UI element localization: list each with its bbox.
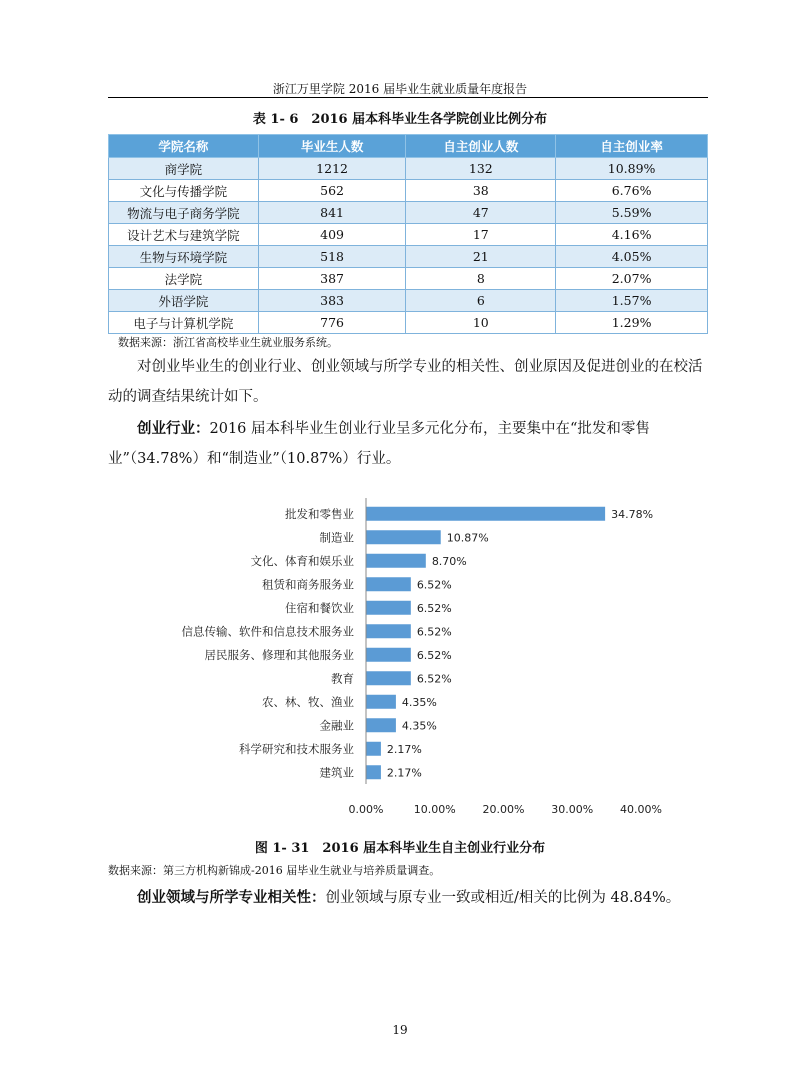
college-name-cell: 设计艺术与建筑学院 [109, 224, 259, 246]
data-label: 8.70% [431, 554, 467, 568]
table-row [109, 312, 708, 334]
category-label: 租赁和商务服务业 [262, 577, 354, 592]
table-header-row [109, 135, 708, 158]
college-entrepreneurship-table [108, 134, 708, 334]
bar [366, 507, 605, 521]
industry-bar-chart [181, 490, 662, 820]
bar [366, 530, 441, 544]
bar [366, 671, 411, 685]
rate-cell: 4.16% [556, 224, 708, 246]
column-header: 毕业生人数 [258, 135, 406, 158]
college-name-cell: 生物与环境学院 [109, 246, 259, 268]
data-label: 6.52% [416, 601, 452, 615]
x-tick-label: 10.00% [413, 803, 456, 816]
rate-cell: 1.57% [556, 290, 708, 312]
graduates-cell: 409 [258, 224, 406, 246]
category-label: 金融业 [319, 718, 354, 733]
paragraph-industry [108, 414, 708, 474]
category-label: 建筑业 [319, 765, 354, 780]
graduates-cell: 562 [258, 180, 406, 202]
college-name-cell: 外语学院 [109, 290, 259, 312]
figure-caption: 图 1- 31 2016 届本科毕业生自主创业行业分布 [254, 841, 546, 856]
rate-cell: 6.76% [556, 180, 708, 202]
rate-cell: 10.89% [556, 158, 708, 180]
bar [366, 765, 381, 779]
table-source-note: 数据来源：浙江省高校毕业生就业服务系统。 [118, 336, 338, 349]
graduates-cell: 1212 [258, 158, 406, 180]
graduates-cell: 841 [258, 202, 406, 224]
entrepreneurs-cell: 47 [406, 202, 556, 224]
bar [366, 624, 411, 638]
paragraph-lead: 创业行业： [137, 420, 210, 437]
category-label: 制造业 [319, 530, 354, 545]
entrepreneurs-cell: 6 [406, 290, 556, 312]
category-label: 文化、体育和娱乐业 [250, 553, 354, 568]
data-label: 6.52% [416, 672, 452, 686]
figure-source-note: 数据来源：第三方机构新锦成-2016 届毕业生就业与培养质量调查。 [108, 864, 441, 877]
data-label: 2.17% [386, 742, 422, 756]
x-tick-label: 0.00% [348, 803, 384, 816]
category-label: 信息传输、软件和信息技术服务业 [181, 624, 354, 639]
category-label: 批发和零售业 [285, 506, 354, 521]
bar [366, 742, 381, 756]
entrepreneurs-cell: 132 [406, 158, 556, 180]
graduates-cell: 776 [258, 312, 406, 334]
bar [366, 601, 411, 615]
entrepreneurs-cell: 38 [406, 180, 556, 202]
category-label: 教育 [331, 671, 354, 686]
x-tick-label: 20.00% [482, 803, 525, 816]
bar [366, 648, 411, 662]
category-label: 农、林、牧、渔业 [262, 694, 354, 709]
college-name-cell: 法学院 [109, 268, 259, 290]
table-row [109, 180, 708, 202]
page-number: 19 [392, 1023, 408, 1037]
bar [366, 577, 411, 591]
category-label: 住宿和餐饮业 [285, 600, 354, 615]
paragraph-intro: 对创业毕业生的创业行业、创业领域与所学专业的相关性、创业原因及促进创业的在校活动的调查结果统计如下。 [108, 359, 703, 405]
header-rule [108, 97, 708, 98]
data-label: 10.87% [446, 531, 489, 545]
college-name-cell: 物流与电子商务学院 [109, 202, 259, 224]
bar [366, 718, 396, 732]
table-row [109, 158, 708, 180]
category-label: 居民服务、修理和其他服务业 [204, 647, 354, 662]
college-name-cell: 电子与计算机学院 [109, 312, 259, 334]
table-row [109, 290, 708, 312]
data-label: 6.52% [416, 578, 452, 592]
data-label: 6.52% [416, 648, 452, 662]
entrepreneurs-cell: 21 [406, 246, 556, 268]
rate-cell: 2.07% [556, 268, 708, 290]
college-name-cell: 商学院 [109, 158, 259, 180]
rate-cell: 4.05% [556, 246, 708, 268]
paragraph-body: 创业领域与原专业一致或相近/相关的比例为 48.84%。 [325, 890, 681, 906]
bar [366, 695, 396, 709]
data-label: 4.35% [401, 719, 437, 733]
column-header: 自主创业人数 [406, 135, 556, 158]
x-tick-label: 30.00% [551, 803, 594, 816]
data-label: 4.35% [401, 695, 437, 709]
table-row [109, 224, 708, 246]
paragraph-body: 2016 届本科毕业生创业行业呈多元化分布，主要集中在“批发和零售业”（34.78%）和“制造业”（10.87%）行业。 [108, 421, 650, 467]
graduates-cell: 387 [258, 268, 406, 290]
table-caption: 表 1- 6 2016 届本科毕业生各学院创业比例分布 [252, 112, 548, 127]
x-tick-label: 40.00% [620, 803, 662, 816]
entrepreneurs-cell: 17 [406, 224, 556, 246]
data-label: 2.17% [386, 766, 422, 780]
table-row [109, 268, 708, 290]
table-row [109, 202, 708, 224]
data-label: 34.78% [611, 507, 654, 521]
column-header: 自主创业率 [556, 135, 708, 158]
rate-cell: 1.29% [556, 312, 708, 334]
paragraph-lead: 创业领域与所学专业相关性： [137, 889, 326, 906]
college-name-cell: 文化与传播学院 [109, 180, 259, 202]
column-header: 学院名称 [109, 135, 259, 158]
graduates-cell: 383 [258, 290, 406, 312]
paragraph-relevance [108, 883, 708, 913]
bar [366, 554, 426, 568]
entrepreneurs-cell: 10 [406, 312, 556, 334]
table-row [109, 246, 708, 268]
data-label: 6.52% [416, 625, 452, 639]
page-header: 浙江万里学院 2016 届毕业生就业质量年度报告 [272, 82, 528, 96]
rate-cell: 5.59% [556, 202, 708, 224]
graduates-cell: 518 [258, 246, 406, 268]
category-label: 科学研究和技术服务业 [239, 741, 354, 756]
entrepreneurs-cell: 8 [406, 268, 556, 290]
